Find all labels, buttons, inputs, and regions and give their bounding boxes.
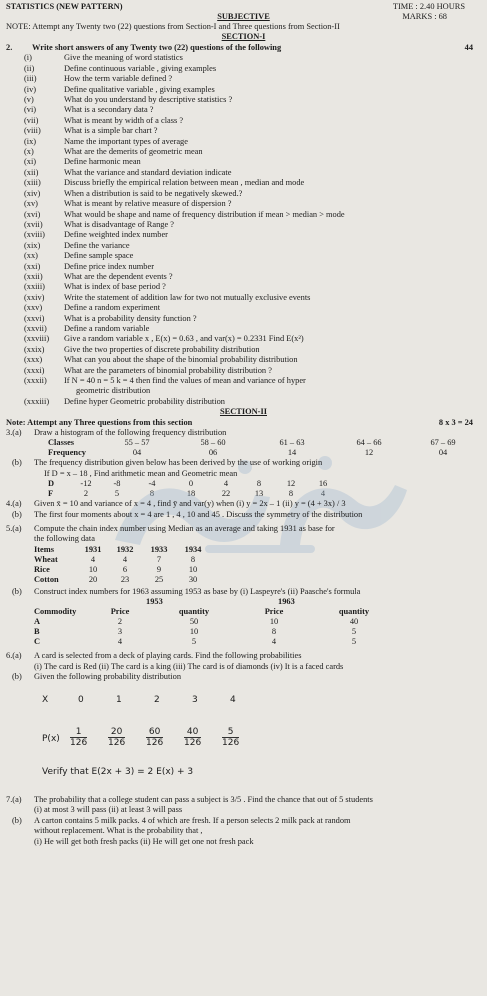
short-question (6, 64, 481, 74)
table-cell: 8 (190, 554, 196, 564)
short-question (6, 147, 481, 157)
short-question-text: What the variance and standard deviation indicate (64, 167, 232, 177)
short-question (6, 74, 481, 84)
table-cell: 18 (186, 489, 196, 499)
short-question-number: (x) (24, 147, 34, 157)
q6b-p-row (6, 727, 481, 753)
short-question-text: Give a random variable x , E(x) = 0.63 , and var(x) = 0.2331 Find E(x²) (64, 334, 304, 344)
x-value: 1 (116, 694, 122, 705)
q3b-row (6, 458, 481, 468)
short-question (6, 85, 481, 95)
exam-marks: MARKS : 68 (402, 12, 447, 21)
fraction-denominator: 126 (222, 737, 240, 748)
table-cell: B (34, 627, 40, 637)
table-cell: 2 (83, 489, 89, 499)
table-cell: 4 (223, 479, 229, 489)
q5a-row (6, 524, 481, 534)
short-question (6, 126, 481, 136)
table-row (30, 607, 404, 617)
short-question-number: (vii) (24, 115, 39, 125)
table-cell: 30 (188, 574, 198, 584)
q5a-text-2: the following data (34, 534, 95, 544)
q6b-x-row (6, 695, 481, 709)
short-question-number: (xvii) (24, 219, 43, 229)
table-cell: Frequency (48, 448, 86, 458)
short-question-text: Define hyper Geometric probability distribution (64, 396, 225, 406)
q5b-label: (b) (12, 586, 22, 596)
x-value: 0 (78, 694, 84, 705)
table-cell: 40 (349, 617, 359, 627)
table-cell: 4 (320, 489, 326, 499)
short-question (6, 116, 481, 126)
short-question (6, 334, 481, 344)
short-question-number: (xxxii) (24, 376, 47, 385)
q6a-text-1: A card is selected from a deck of playing cards. Find the following probabilities (34, 651, 302, 661)
short-question-text: Define weighted index number (64, 230, 168, 240)
short-question-text: What is disadvantage of Range ? (64, 219, 174, 229)
table-cell: 10 (88, 564, 98, 574)
short-question-text: When a distribution is said to be negatively skewed.? (64, 188, 243, 198)
table-cell: 20 (88, 574, 98, 584)
q3a-text: Draw a histogram of the following frequency distribution (34, 428, 227, 438)
short-question (6, 178, 481, 188)
table-row (30, 555, 210, 565)
table-cell: 4 (117, 637, 123, 647)
table-cell: Commodity (34, 607, 77, 617)
table-cell: 10 (269, 617, 279, 627)
table-cell: 8 (149, 489, 155, 499)
short-question (6, 168, 481, 178)
q5a-text-1: Compute the chain index number using Median as an average and taking 1931 as base for (34, 524, 335, 534)
short-question-number: (xii) (24, 167, 39, 177)
short-question (6, 272, 481, 282)
exam-time: TIME : 2.40 HOURS (392, 2, 465, 11)
fraction-denominator: 126 (70, 737, 88, 748)
fraction-numerator: 40 (184, 727, 201, 738)
short-question (6, 137, 481, 147)
q3b-label: (b) (12, 458, 22, 468)
table-cell: 6 (122, 564, 128, 574)
table-row (44, 479, 340, 489)
short-question (6, 189, 481, 199)
table-cell: -8 (113, 479, 121, 489)
short-question-text: What are the dependent events ? (64, 271, 173, 281)
table-cell: 12 (364, 448, 374, 458)
table-cell: 8 (288, 489, 294, 499)
q5a-items-table (30, 545, 210, 585)
x-value: 4 (230, 694, 236, 705)
q6b-x-label: X (42, 694, 49, 705)
exam-header (6, 2, 481, 43)
short-question-number: (xxix) (24, 344, 45, 354)
short-question (6, 397, 481, 407)
table-cell: 10 (188, 564, 198, 574)
table-cell: 04 (438, 448, 448, 458)
short-question-number: (xxii) (24, 271, 43, 281)
q5b-year-current: 1963 (278, 597, 295, 607)
short-question-text: Write the statement of addition law for two not mutually exclusive events (64, 292, 311, 302)
probability-fraction (70, 727, 87, 748)
short-question-number: (i) (24, 53, 32, 63)
short-question-text: Define the variance (64, 240, 130, 250)
q5b-year-row (6, 597, 481, 607)
q4b-text: The first four moments about x = 4 are 1 , 4 , 10 and 45 . Discuss the symmetry of the distribution (34, 509, 363, 519)
q6b-row (6, 672, 481, 682)
short-question-number: (xxiii) (24, 282, 45, 292)
short-question (6, 262, 481, 272)
short-question-number: (xix) (24, 240, 41, 250)
table-cell: 67 – 69 (430, 438, 456, 448)
table-cell: F (48, 489, 54, 499)
short-question-number: (xvi) (24, 209, 41, 219)
short-question (6, 386, 481, 396)
short-question-number: (xxvii) (24, 323, 47, 333)
short-question (6, 376, 481, 386)
short-question (6, 210, 481, 220)
q7a-label: 7.(a) (6, 794, 22, 804)
q3b-working-origin-table (44, 479, 340, 499)
table-cell: 1931 (84, 544, 102, 554)
section2-note: Note: Attempt any Three questions from this section (6, 417, 193, 427)
short-question-text: What would be shape and name of frequency distribution if mean > median > mode (64, 209, 345, 219)
fraction-denominator: 126 (146, 737, 164, 748)
q6b-verify: Verify that E(2x + 3) = 2 E(x) + 3 (42, 766, 194, 777)
fraction-numerator: 1 (70, 727, 87, 738)
short-question (6, 314, 481, 324)
short-question-text: What can you about the shape of the binomial probability distribution (64, 355, 298, 365)
table-cell: 13 (254, 489, 264, 499)
probability-fraction (108, 727, 125, 748)
short-question-text: What are the parameters of binomial probability distribution ? (64, 365, 272, 375)
table-cell: 5 (191, 637, 197, 647)
q7b-row (6, 816, 481, 826)
table-cell: 9 (156, 564, 162, 574)
short-question-text: What is a simple bar chart ? (64, 126, 158, 136)
q4a-row (6, 499, 481, 509)
table-cell: 8 (256, 479, 262, 489)
short-question-number: (xxviii) (24, 334, 50, 344)
section1-heading-row (6, 43, 481, 53)
table-row (30, 637, 404, 647)
subjective-heading: SUBJECTIVE (217, 12, 270, 21)
short-question (6, 366, 481, 376)
table-cell: 4 (122, 554, 128, 564)
probability-fraction (146, 727, 163, 748)
short-question-number: (xxvi) (24, 313, 45, 323)
short-question-number: (xx) (24, 251, 38, 261)
short-question (6, 157, 481, 167)
short-question-number: (xv) (24, 199, 38, 209)
table-cell: 4 (271, 637, 277, 647)
table-cell: 0 (188, 479, 194, 489)
short-question-text: Name the important types of average (64, 136, 188, 146)
short-question (6, 95, 481, 105)
short-question-text: Define continuous variable , giving examples (64, 63, 217, 73)
table-cell: 2 (117, 617, 123, 627)
probability-fraction (222, 727, 239, 748)
table-cell: 22 (221, 489, 231, 499)
short-question-text: Define sample space (64, 251, 134, 261)
fraction-numerator: 20 (108, 727, 125, 738)
short-question-number: (xxi) (24, 261, 41, 271)
table-row (30, 627, 404, 637)
short-question-text: What is index of base period ? (64, 282, 166, 292)
short-question-text: What is meant by relative measure of dispersion ? (64, 199, 232, 209)
q6b-p-label: P(x) (42, 733, 60, 744)
table-cell: 23 (120, 574, 130, 584)
q4a-label: 4.(a) (6, 499, 22, 509)
short-question-number: (iv) (24, 84, 37, 94)
table-cell: 50 (189, 617, 199, 627)
short-question (6, 355, 481, 365)
q7b-text-1: A carton contains 5 milk packs. 4 of which are fresh. If a person selects 2 milk pack at random (34, 815, 351, 825)
table-cell: 06 (208, 448, 218, 458)
short-question-number: (xxiv) (24, 292, 45, 302)
short-question-text: Define harmonic mean (64, 157, 141, 167)
q3b-text-2: If D = x – 18 , Find arithmetic mean and Geometric mean (44, 468, 238, 478)
short-question-text: What are the demerits of geometric mean (64, 147, 203, 157)
table-cell: 5 (114, 489, 120, 499)
table-cell: 04 (132, 448, 142, 458)
short-question-number: (xiii) (24, 178, 41, 188)
short-question (6, 105, 481, 115)
exam-note: NOTE: Attempt any Twenty two (22) questions from Section-I and Three questions from Section-II (6, 22, 340, 31)
table-cell: Wheat (34, 554, 58, 564)
x-value: 3 (192, 694, 198, 705)
table-cell: 14 (287, 448, 297, 458)
short-question-text: How the term variable defined ? (64, 74, 173, 84)
short-question-text: What is a secondary data ? (64, 105, 154, 115)
short-question (6, 230, 481, 240)
q5b-commodity-table (30, 607, 404, 647)
short-question (6, 303, 481, 313)
q6a-label: 6.(a) (6, 651, 22, 661)
exam-title: STATISTICS (NEW PATTERN) (6, 2, 123, 11)
fraction-denominator: 126 (184, 737, 202, 748)
short-question-number: (iii) (24, 74, 37, 84)
q6b-text: Given the following probability distribution (34, 672, 182, 682)
fraction-denominator: 126 (108, 737, 126, 748)
short-question (6, 241, 481, 251)
x-value: 2 (154, 694, 160, 705)
short-question-number: (vi) (24, 105, 37, 115)
table-cell: 25 (154, 574, 164, 584)
section2-title: SECTION-II (219, 407, 267, 417)
fraction-numerator: 5 (222, 727, 239, 738)
table-cell: 64 – 66 (356, 438, 382, 448)
q7a-row (6, 795, 481, 805)
short-question-text: Give the two properties of discrete probability distribution (64, 344, 260, 354)
fraction-numerator: 60 (146, 727, 163, 738)
short-question-number: (xi) (24, 157, 37, 167)
table-cell: C (34, 637, 41, 647)
table-cell: Rice (34, 564, 50, 574)
table-cell: 10 (189, 627, 199, 637)
q7b-label: (b) (12, 815, 22, 825)
table-cell: D (48, 479, 55, 489)
short-question-text: Give the meaning of word statistics (64, 53, 183, 63)
q3a-label: 3.(a) (6, 428, 22, 438)
short-question-number: (xxv) (24, 303, 43, 313)
question-number: 2. (6, 43, 13, 52)
q3a-frequency-table (44, 438, 478, 458)
q7b-text-3: (i) He will get both fresh packs (ii) He will get one not fresh pack (34, 836, 254, 846)
q5a-label: 5.(a) (6, 524, 22, 534)
short-question (6, 293, 481, 303)
short-question-number: (xxxi) (24, 365, 45, 375)
table-cell: Cotton (34, 574, 59, 584)
table-row (30, 575, 210, 585)
table-cell: 5 (351, 627, 357, 637)
short-question-text: What is a probability density function ? (64, 313, 197, 323)
section1-heading: Write short answers of any Twenty two (22) questions of the following (32, 43, 282, 52)
table-cell: 55 – 57 (124, 438, 150, 448)
q5b-text: Construct index numbers for 1963 assuming 1953 as base by (i) Laspeyre's (ii) Paasche's formula (34, 586, 361, 596)
q5b-year-base: 1953 (146, 597, 163, 607)
short-question-text: Define a random experiment (64, 303, 161, 313)
table-cell: Classes (48, 438, 75, 448)
table-cell: 12 (286, 479, 296, 489)
q4b-label: (b) (12, 509, 22, 519)
table-row (44, 448, 478, 458)
probability-fraction (184, 727, 201, 748)
short-question (6, 251, 481, 261)
short-question (6, 282, 481, 292)
section1-marks: 44 (464, 43, 473, 52)
table-cell: 1932 (116, 544, 134, 554)
q7a-text-1: The probability that a college student can pass a subject is 3/5 . Find the chance that out of 5 students (34, 794, 373, 804)
section1-question-list (6, 53, 481, 407)
q3a-row (6, 428, 481, 438)
q7b-text-2: without replacement. What is the probability that , (34, 826, 203, 836)
short-question-text: Define a random variable (64, 323, 150, 333)
short-question-number: (xxx) (24, 355, 43, 365)
short-question-number: (xiv) (24, 188, 41, 198)
short-question-number: (xviii) (24, 230, 45, 240)
section1-title: SECTION-I (221, 32, 266, 41)
section2-note-row (6, 418, 481, 428)
q6a-text-2: (i) The card is Red (ii) The card is a king (iii) The card is of diamonds (iv) It is a faced cards (34, 661, 344, 671)
section2-marks: 8 x 3 = 24 (438, 417, 473, 427)
short-question-text: geometric distribution (76, 386, 151, 396)
table-row (30, 617, 404, 627)
short-question (6, 199, 481, 209)
table-cell: 1933 (150, 544, 168, 554)
short-question-number: (ii) (24, 63, 35, 73)
table-cell: quantity (178, 607, 210, 617)
short-question-text: What do you understand by descriptive statistics ? (64, 95, 233, 105)
table-cell: 3 (117, 627, 123, 637)
q4b-row (6, 510, 481, 520)
table-cell: 1934 (184, 544, 202, 554)
q4a-text: Given x̄ = 10 and variance of x = 4 , find ȳ and var(y) when (i) y = 2x – 1 (ii) y = (4 + 3x) / 3 (34, 499, 346, 509)
short-question-text: Define qualitative variable , giving examples (64, 84, 215, 94)
table-cell: 5 (351, 637, 357, 647)
q6b-label: (b) (12, 672, 22, 682)
table-cell: 16 (318, 479, 328, 489)
table-cell: Price (264, 607, 284, 617)
table-row (44, 489, 340, 499)
table-row (44, 438, 478, 448)
short-question-number: (viii) (24, 126, 41, 136)
short-question-text: If N = 40 n = 5 k = 4 then find the values of mean and variance of hyper (64, 376, 306, 385)
short-question (6, 324, 481, 334)
short-question-number: (ix) (24, 136, 37, 146)
short-question (6, 345, 481, 355)
q3b-text-1: The frequency distribution given below has been derived by the use of working origin (34, 458, 323, 468)
short-question-number: (v) (24, 95, 34, 105)
table-row (30, 565, 210, 575)
table-cell: A (34, 617, 41, 627)
table-cell: quantity (338, 607, 370, 617)
short-question-text: Define price index number (64, 261, 154, 271)
table-cell: 4 (90, 554, 96, 564)
table-cell: 61 – 63 (279, 438, 305, 448)
short-question-number: (xxxiii) (24, 396, 50, 406)
q7a-text-2: (i) at most 3 will pass (ii) at least 3 will pass (34, 805, 183, 815)
short-question (6, 53, 481, 63)
q5b-row (6, 587, 481, 597)
table-cell: 7 (156, 554, 162, 564)
short-question (6, 220, 481, 230)
table-cell: Items (34, 544, 55, 554)
table-row (30, 545, 210, 555)
short-question-text: Discuss briefly the empirical relation between mean , median and mode (64, 178, 305, 188)
q6a-row (6, 651, 481, 661)
short-question-text: What is meant by width of a class ? (64, 115, 184, 125)
table-cell: 8 (271, 627, 277, 637)
table-cell: -4 (148, 479, 156, 489)
table-cell: -12 (80, 479, 92, 489)
table-cell: 58 – 60 (200, 438, 226, 448)
table-cell: Price (110, 607, 130, 617)
